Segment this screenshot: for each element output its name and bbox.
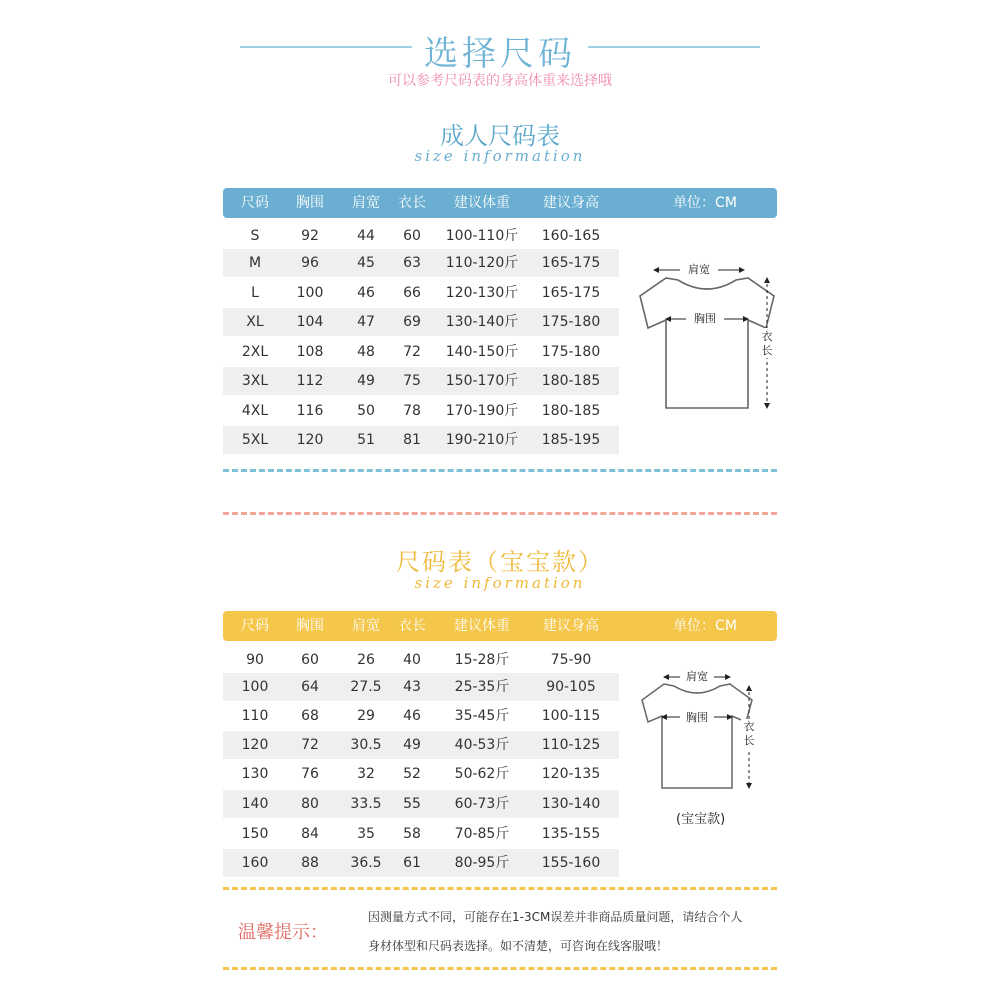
cell-chest: 84 <box>301 826 319 842</box>
cell-chest: 88 <box>301 855 319 871</box>
cell-length: 63 <box>403 255 421 271</box>
col-header-height: 建议身高 <box>543 195 599 211</box>
adult-table-body <box>223 222 619 458</box>
table-row <box>223 426 619 454</box>
cell-chest: 80 <box>301 796 319 812</box>
cell-shoulder: 50 <box>357 403 375 419</box>
col-header-length: 衣长 <box>398 195 426 211</box>
tip-label: 温馨提示： <box>238 922 328 943</box>
label-length-2: 长 <box>743 734 755 747</box>
cell-size: 4XL <box>241 403 269 419</box>
cell-weight: 140-150斤 <box>445 344 519 360</box>
cell-size: S <box>250 228 260 244</box>
cell-size: 130 <box>241 766 269 782</box>
label-chest: 胸围 <box>694 312 716 325</box>
label-length-1: 衣 <box>743 720 755 733</box>
cell-length: 52 <box>403 766 421 782</box>
label-chest: 胸围 <box>686 711 708 724</box>
cell-size: 100 <box>241 679 269 695</box>
adult-tshirt-diagram <box>630 250 790 425</box>
table-row <box>223 397 619 425</box>
cell-chest: 92 <box>301 228 319 244</box>
col-header-weight: 建议体重 <box>454 195 510 211</box>
table-row <box>223 249 619 277</box>
cell-chest: 108 <box>296 344 324 360</box>
cell-length: 60 <box>403 228 421 244</box>
cell-length: 49 <box>403 737 421 753</box>
cell-weight: 60-73斤 <box>454 796 510 812</box>
adult-table-header <box>223 188 777 218</box>
table-row <box>223 646 619 674</box>
baby-tshirt-diagram <box>634 664 774 804</box>
col-header-height: 建议身高 <box>543 618 599 634</box>
cell-shoulder: 47 <box>357 314 375 330</box>
cell-size: 120 <box>241 737 269 753</box>
cell-height: 165-175 <box>541 285 601 301</box>
cell-shoulder: 36.5 <box>350 855 382 871</box>
cell-weight: 120-130斤 <box>445 285 519 301</box>
cell-weight: 130-140斤 <box>445 314 519 330</box>
col-header-shoulder: 肩宽 <box>352 618 380 634</box>
cell-height: 165-175 <box>541 255 601 271</box>
cell-length: 69 <box>403 314 421 330</box>
cell-height: 110-125 <box>541 737 601 753</box>
label-length-1: 衣 <box>761 330 773 343</box>
baby-section-title: 尺码表（宝宝款） <box>396 548 604 576</box>
table-row <box>223 760 619 788</box>
cell-shoulder: 49 <box>357 373 375 389</box>
cell-length: 61 <box>403 855 421 871</box>
cell-size: 3XL <box>241 373 269 389</box>
cell-height: 75-90 <box>550 652 592 668</box>
cell-length: 78 <box>403 403 421 419</box>
cell-height: 185-195 <box>541 432 601 448</box>
cell-weight: 170-190斤 <box>445 403 519 419</box>
cell-weight: 25-35斤 <box>454 679 510 695</box>
cell-chest: 116 <box>296 403 324 419</box>
page-title: 选择尺码 <box>424 34 576 74</box>
cell-shoulder: 32 <box>357 766 375 782</box>
cell-height: 160-165 <box>541 228 601 244</box>
cell-height: 130-140 <box>541 796 601 812</box>
cell-height: 180-185 <box>541 373 601 389</box>
cell-height: 175-180 <box>541 314 601 330</box>
tshirt-icon <box>640 278 774 408</box>
cell-height: 155-160 <box>541 855 601 871</box>
cell-height: 100-115 <box>541 708 601 724</box>
col-header-unit: 单位：CM <box>673 618 737 634</box>
cell-shoulder: 44 <box>357 228 375 244</box>
cell-size: 2XL <box>241 344 269 360</box>
cell-chest: 64 <box>301 679 319 695</box>
col-header-shoulder: 肩宽 <box>352 195 380 211</box>
cell-shoulder: 48 <box>357 344 375 360</box>
cell-weight: 70-85斤 <box>454 826 510 842</box>
cell-length: 72 <box>403 344 421 360</box>
cell-weight: 150-170斤 <box>445 373 519 389</box>
cell-length: 75 <box>403 373 421 389</box>
cell-chest: 68 <box>301 708 319 724</box>
cell-size: 150 <box>241 826 269 842</box>
cell-length: 58 <box>403 826 421 842</box>
cell-chest: 60 <box>301 652 319 668</box>
col-header-size: 尺码 <box>241 195 269 211</box>
label-length-2: 长 <box>761 344 773 357</box>
cell-chest: 96 <box>301 255 319 271</box>
cell-weight: 35-45斤 <box>454 708 510 724</box>
separator-peach <box>223 512 777 515</box>
separator-yellow-top <box>223 887 777 890</box>
cell-length: 55 <box>403 796 421 812</box>
tshirt-icon <box>642 684 752 788</box>
cell-shoulder: 26 <box>357 652 375 668</box>
table-row <box>223 222 619 250</box>
cell-size: M <box>248 255 262 271</box>
col-header-unit: 单位：CM <box>673 195 737 211</box>
col-header-length: 衣长 <box>398 618 426 634</box>
cell-length: 46 <box>403 708 421 724</box>
cell-chest: 76 <box>301 766 319 782</box>
cell-shoulder: 29 <box>357 708 375 724</box>
cell-chest: 104 <box>296 314 324 330</box>
cell-size: L <box>251 285 259 301</box>
table-row <box>223 790 619 818</box>
cell-chest: 72 <box>301 737 319 753</box>
cell-height: 120-135 <box>541 766 601 782</box>
col-header-weight: 建议体重 <box>454 618 510 634</box>
cell-length: 43 <box>403 679 421 695</box>
cell-size: 90 <box>246 652 264 668</box>
cell-length: 40 <box>403 652 421 668</box>
label-shoulder: 肩宽 <box>686 670 708 683</box>
col-header-size: 尺码 <box>241 618 269 634</box>
page-subtitle: 可以参考尺码表的身高体重来选择哦 <box>388 73 612 89</box>
cell-size: 110 <box>241 708 269 724</box>
cell-height: 90-105 <box>546 679 596 695</box>
table-row <box>223 702 619 730</box>
cell-size: 140 <box>241 796 269 812</box>
cell-shoulder: 35 <box>357 826 375 842</box>
cell-chest: 100 <box>296 285 324 301</box>
cell-length: 81 <box>403 432 421 448</box>
cell-weight: 190-210斤 <box>445 432 519 448</box>
cell-size: XL <box>246 314 264 330</box>
cell-size: 160 <box>241 855 269 871</box>
baby-section-subtitle: size information <box>414 574 586 592</box>
cell-weight: 80-95斤 <box>454 855 510 871</box>
adult-section-title: 成人尺码表 <box>440 122 560 150</box>
cell-weight: 40-53斤 <box>454 737 510 753</box>
table-row <box>223 673 619 701</box>
table-row <box>223 279 619 307</box>
table-row <box>223 338 619 366</box>
cell-chest: 112 <box>296 373 324 389</box>
cell-shoulder: 33.5 <box>350 796 382 812</box>
table-row <box>223 849 619 877</box>
cell-chest: 120 <box>296 432 324 448</box>
cell-height: 175-180 <box>541 344 601 360</box>
cell-size: 5XL <box>241 432 269 448</box>
cell-weight: 15-28斤 <box>454 652 510 668</box>
cell-shoulder: 27.5 <box>350 679 382 695</box>
label-shoulder: 肩宽 <box>688 263 710 276</box>
cell-shoulder: 46 <box>357 285 375 301</box>
tip-line-1: 因测量方式不同，可能存在1-3CM误差并非商品质量问题，请结合个人 <box>368 910 743 924</box>
cell-height: 180-185 <box>541 403 601 419</box>
baby-table-header <box>223 611 777 641</box>
table-row <box>223 367 619 395</box>
table-row <box>223 820 619 848</box>
table-row <box>223 308 619 336</box>
tip-line-2: 身材体型和尺码表选择。如不清楚，可咨询在线客服哦！ <box>368 939 669 953</box>
cell-shoulder: 51 <box>357 432 375 448</box>
separator-teal <box>223 469 777 472</box>
cell-weight: 100-110斤 <box>445 228 519 244</box>
col-header-chest: 胸围 <box>296 195 324 211</box>
table-row <box>223 731 619 759</box>
separator-yellow-bottom <box>223 967 777 970</box>
adult-section-subtitle: size information <box>414 147 586 165</box>
cell-weight: 50-62斤 <box>454 766 510 782</box>
col-header-chest: 胸围 <box>296 618 324 634</box>
cell-shoulder: 45 <box>357 255 375 271</box>
baby-diagram-caption: (宝宝款) <box>676 812 726 827</box>
cell-shoulder: 30.5 <box>350 737 382 753</box>
cell-weight: 110-120斤 <box>445 255 519 271</box>
baby-table-body <box>223 646 619 880</box>
cell-length: 66 <box>403 285 421 301</box>
cell-height: 135-155 <box>541 826 601 842</box>
